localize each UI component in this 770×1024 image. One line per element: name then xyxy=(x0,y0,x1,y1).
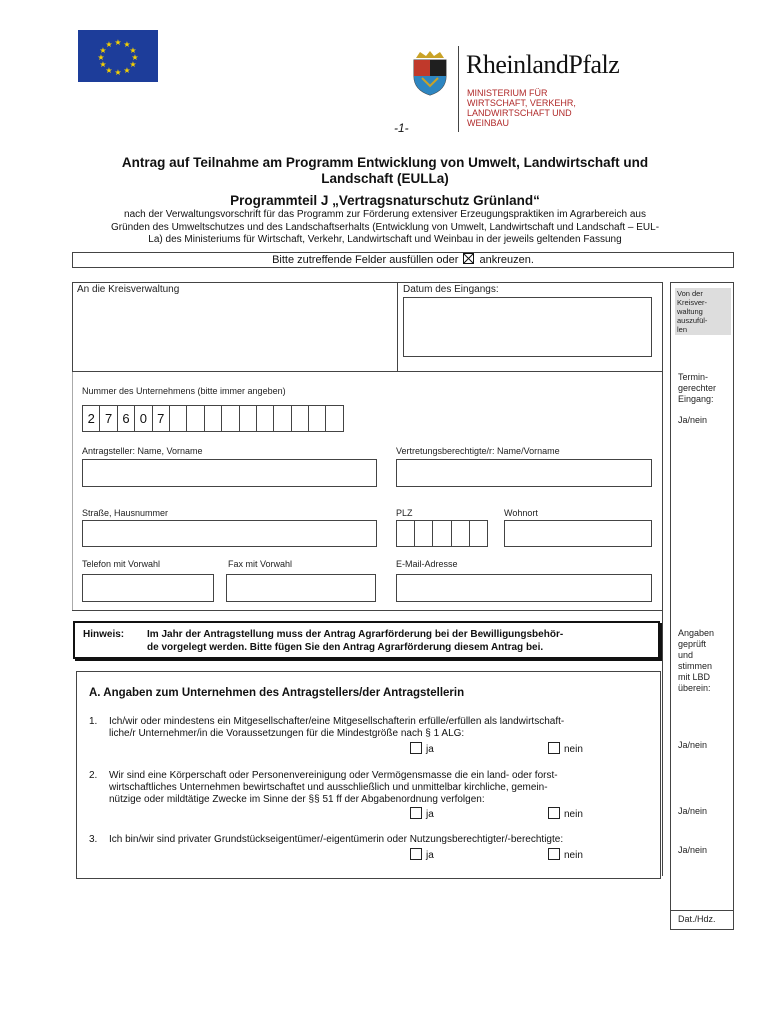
svg-text:★: ★ xyxy=(123,66,131,75)
eu-stars-icon xyxy=(78,30,158,82)
svg-text:★: ★ xyxy=(129,46,137,55)
q2-text xyxy=(109,770,558,806)
kv-line: Kreisver- xyxy=(677,298,708,307)
q1-nein-checkbox[interactable] xyxy=(548,742,560,754)
description xyxy=(50,209,720,247)
svg-text:★: ★ xyxy=(99,60,107,69)
instruction-text: Bitte zutreffende Felder ausfüllen oder xyxy=(272,254,459,266)
plz-cell[interactable] xyxy=(451,520,470,547)
sidebar-janein-q2: Ja/nein xyxy=(678,806,708,816)
hinweis-text xyxy=(147,628,563,654)
svg-text:★: ★ xyxy=(99,46,107,55)
svg-text:★: ★ xyxy=(97,53,105,62)
q2-line: wirtschaftliches Unternehmen bewirtschaftet und ausschließlich und unmittelbar kirchliche, gemein- xyxy=(109,782,548,793)
unternehmen-digit-cell[interactable]: 6 xyxy=(117,405,135,432)
crossed-box-icon xyxy=(463,253,474,264)
ministry-line: LANDWIRTSCHAFT UND xyxy=(467,108,572,118)
header-divider xyxy=(458,46,459,132)
wohnort-input[interactable] xyxy=(504,520,652,547)
unternehmen-digit-cell[interactable] xyxy=(256,405,274,432)
email-input[interactable] xyxy=(396,574,652,602)
title-line: Landschaft (EULLa) xyxy=(321,171,449,186)
plz-cell[interactable] xyxy=(469,520,488,547)
kv-line: len xyxy=(677,325,688,334)
antragsteller-input[interactable] xyxy=(82,459,377,487)
q3-ja-label: ja xyxy=(426,850,434,861)
q2-ja-option[interactable] xyxy=(410,807,434,821)
q2-ja-checkbox[interactable] xyxy=(410,807,422,819)
section-a-heading: A. Angaben zum Unternehmen des Antragstellers/der Antragstellerin xyxy=(89,687,465,699)
description-line: nach der Verwaltungsvorschrift für das Programm zur Förderung extensiver Erzeugungspraktiken im Agrarbereich aus xyxy=(124,209,646,220)
fax-label: Fax mit Vorwahl xyxy=(228,559,293,569)
q2-ja-label: ja xyxy=(426,809,434,820)
plz-input[interactable] xyxy=(396,520,488,547)
termin-line: Termin- xyxy=(678,372,709,382)
q2-nein-label: nein xyxy=(564,809,583,820)
telefon-input[interactable] xyxy=(82,574,214,602)
q1-line: Ich/wir oder mindestens ein Mitgesellschafter/eine Mitgesellschafterin erfülle/erfüllen als landwirtschaft- xyxy=(109,716,565,727)
ministry-line: WIRTSCHAFT, VERKEHR, xyxy=(467,98,576,108)
ministry-text xyxy=(467,88,576,128)
svg-text:★: ★ xyxy=(114,68,122,77)
unternehmen-digit-cell[interactable] xyxy=(325,405,343,432)
unternehmen-digit-cell[interactable] xyxy=(308,405,326,432)
antragsteller-label: Antragsteller: Name, Vorname xyxy=(82,446,203,456)
instruction-text-end: ankreuzen. xyxy=(479,254,534,266)
angaben-line: und xyxy=(678,650,694,660)
svg-text:★: ★ xyxy=(105,66,113,75)
svg-text:★: ★ xyxy=(105,40,113,49)
q3-number: 3. xyxy=(89,834,98,845)
q3-nein-label: nein xyxy=(564,850,583,861)
kreisverwaltung-box[interactable] xyxy=(72,282,398,372)
ministry-line: WEINBAU xyxy=(467,118,510,128)
strasse-input[interactable] xyxy=(82,520,377,547)
unternehmen-digit-cell[interactable] xyxy=(221,405,239,432)
plz-label: PLZ xyxy=(396,508,413,518)
email-label: E-Mail-Adresse xyxy=(396,559,458,569)
unternehmen-digit-cell[interactable] xyxy=(204,405,222,432)
angaben-line: überein: xyxy=(678,683,711,693)
q1-text xyxy=(109,716,564,740)
unternehmen-digit-cell[interactable] xyxy=(291,405,309,432)
unternehmen-digit-cell[interactable] xyxy=(186,405,204,432)
eu-flag xyxy=(78,30,158,82)
q2-number: 2. xyxy=(89,770,98,781)
description-line: La) des Ministeriums für Wirtschaft, Verkehr, Landwirtschaft und Weinbau in der jeweils geltenden Fassung xyxy=(148,234,622,245)
ministry-line: MINISTERIUM FÜR xyxy=(467,88,548,98)
unternehmen-number-field[interactable] xyxy=(82,405,358,432)
q1-nein-option[interactable] xyxy=(548,742,583,756)
q3-text: Ich bin/wir sind privater Grundstückseigentümer/-eigentümerin oder Nutzungsberechtigter/-berechtigte: xyxy=(109,834,564,845)
hinweis-line: de vorgelegt werden. Bitte fügen Sie den Antrag Agrarförderung diesem Antrag bei. xyxy=(147,642,544,653)
angaben-line: Angaben xyxy=(678,628,715,638)
q3-ja-option[interactable] xyxy=(410,848,434,862)
sidebar-kreisverwaltung-note xyxy=(675,288,731,335)
unternehmen-digit-cell[interactable]: 7 xyxy=(99,405,117,432)
kreisverwaltung-label: An die Kreisverwaltung xyxy=(77,284,180,295)
sidebar-janein-q3: Ja/nein xyxy=(678,845,708,855)
hinweis-line: Im Jahr der Antragstellung muss der Antrag Agrarförderung bei der Bewilligungsbehör- xyxy=(147,629,564,640)
unternehmen-label: Nummer des Unternehmens (bitte immer angeben) xyxy=(82,386,286,396)
fax-input[interactable] xyxy=(226,574,376,602)
plz-cell[interactable] xyxy=(396,520,415,547)
form-left-border xyxy=(72,372,73,610)
instruction-bar xyxy=(72,252,734,268)
termin-line: gerechter xyxy=(678,383,717,393)
hinweis-label: Hinweis: xyxy=(83,629,125,640)
svg-text:★: ★ xyxy=(129,60,137,69)
q2-nein-checkbox[interactable] xyxy=(548,807,560,819)
unternehmen-digit-cell[interactable]: 0 xyxy=(134,405,152,432)
svg-text:★: ★ xyxy=(123,40,131,49)
plz-cell[interactable] xyxy=(414,520,433,547)
plz-cell[interactable] xyxy=(432,520,451,547)
strasse-label: Straße, Hausnummer xyxy=(82,508,169,518)
datum-input[interactable] xyxy=(403,297,652,357)
angaben-line: mit LBD xyxy=(678,672,711,682)
angaben-line: geprüft xyxy=(678,639,707,649)
q1-nein-label: nein xyxy=(564,744,583,755)
q2-line: Wir sind eine Körperschaft oder Personenvereinigung oder Vermögensmasse die ein land- oder forst- xyxy=(109,770,558,781)
q1-ja-label: ja xyxy=(426,744,434,755)
sidebar-termin xyxy=(678,372,716,405)
telefon-label: Telefon mit Vorwahl xyxy=(82,559,161,569)
page-title xyxy=(60,155,710,187)
q1-ja-option[interactable] xyxy=(410,742,434,756)
coat-of-arms-icon xyxy=(408,50,452,96)
svg-text:★: ★ xyxy=(131,53,139,62)
unternehmen-digit-cell[interactable]: 7 xyxy=(152,405,170,432)
q3-nein-checkbox[interactable] xyxy=(548,848,560,860)
sidebar-dat-divider xyxy=(670,910,734,911)
form-right-border xyxy=(662,282,663,876)
unternehmen-digit-cell[interactable]: 2 xyxy=(82,405,100,432)
q1-number: 1. xyxy=(89,716,98,727)
brand-name: RheinlandPfalz xyxy=(466,50,620,79)
unternehmen-digit-cell[interactable] xyxy=(169,405,187,432)
kv-line: waltung xyxy=(677,307,703,316)
sidebar-janein-termin: Ja/nein xyxy=(678,415,708,425)
termin-line: Eingang: xyxy=(678,394,714,404)
page-number: -1- xyxy=(394,121,409,135)
unternehmen-digit-cell[interactable] xyxy=(273,405,291,432)
sidebar-angaben xyxy=(678,628,714,694)
subtitle: Programmteil J „Vertragsnaturschutz Grünland“ xyxy=(230,193,540,208)
vertretung-label: Vertretungsberechtigte/r: Name/Vorname xyxy=(396,446,560,456)
vertretung-input[interactable] xyxy=(396,459,652,487)
wohnort-label: Wohnort xyxy=(504,508,538,518)
q1-ja-checkbox[interactable] xyxy=(410,742,422,754)
description-line: Gründen des Umweltschutzes und des Landschaftserhalts (Entwicklung von Umwelt, Landwirtschaft und Landschaft – EUL- xyxy=(110,221,660,233)
q3-nein-option[interactable] xyxy=(548,848,583,862)
kv-line: Von der xyxy=(677,289,703,298)
kv-line: auszufül- xyxy=(677,316,708,325)
angaben-line: stimmen xyxy=(678,661,713,671)
sidebar-dat: Dat./Hdz. xyxy=(678,914,716,924)
form-bottom-border xyxy=(72,610,663,611)
q1-line: liche/r Unternehmer/in die Voraussetzungen für die Mindestgröße nach § 1 ALG: xyxy=(109,728,465,739)
title-line: Antrag auf Teilnahme am Programm Entwicklung von Umwelt, Landwirtschaft und xyxy=(121,155,649,170)
hinweis-box xyxy=(73,621,660,659)
q2-nein-option[interactable] xyxy=(548,807,583,821)
unternehmen-digit-cell[interactable] xyxy=(239,405,257,432)
q3-ja-checkbox[interactable] xyxy=(410,848,422,860)
q2-line: nützige oder mildtätige Zwecke im Sinne der §§ 51 ff der Abgabenordnung verfolgen: xyxy=(109,794,485,805)
sidebar-janein-q1: Ja/nein xyxy=(678,740,708,750)
datum-label: Datum des Eingangs: xyxy=(403,284,499,295)
svg-text:★: ★ xyxy=(114,38,122,47)
